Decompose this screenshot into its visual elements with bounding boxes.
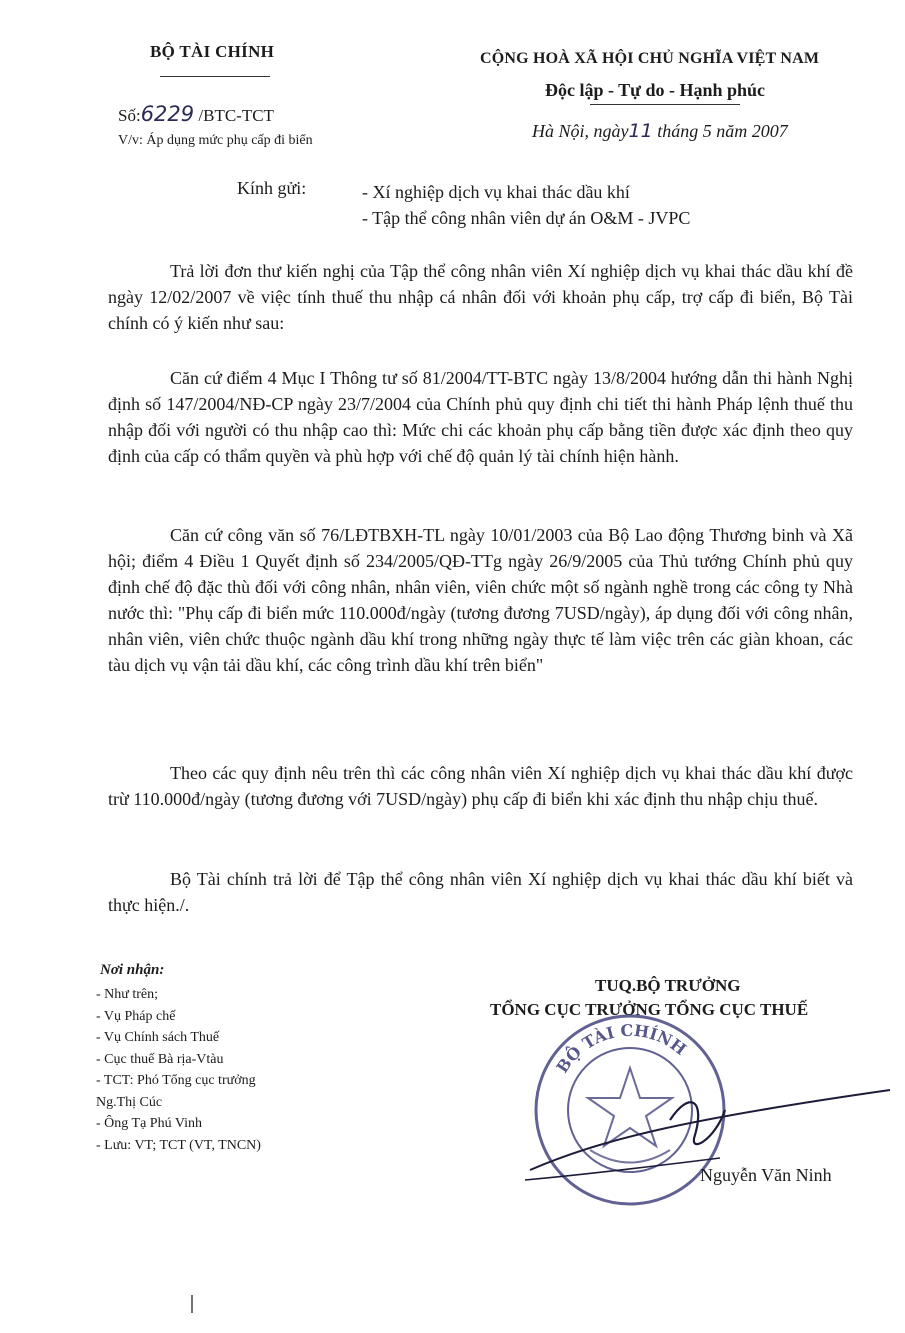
recipients-list [96,984,261,1156]
date-line [532,120,788,142]
document-number [118,102,274,126]
body-paragraph: Căn cứ công văn số 76/LĐTBXH-TL ngày 10/01/2003 của Bộ Lao động Thương binh và Xã hội; điểm 4 Điều 1 Quyết định số 234/2005/QĐ-TTg ngày 26/9/2005 của Thủ tướng Chính phủ quy định chế độ đặc thù đối với công nhân, nhân viên, viên chức một số ngành nghề trong các công ty Nhà nước thì: "Phụ cấp đi biển mức 110.000đ/ngày (tương đương 7USD/ngày), áp dụng đối với công nhân, nhân viên, viên chức thuộc ngành dầu khí trong những ngày thực tế làm việc trên các giàn khoan, các tàu dịch vụ vận tải dầu khí, các công trình dầu khí trên biển" [108,525,853,675]
date-rest: tháng 5 năm 2007 [657,121,788,141]
date-day-handwritten: 11 [628,120,653,142]
recipients-list-item: - Cục thuế Bà rịa-Vtàu [96,1051,224,1067]
recipients-list-item: - Ông Tạ Phú Vinh [96,1116,202,1131]
recipients-list-item: Ng.Thị Cúc [96,1094,163,1110]
recipients-list-item: - Vụ Pháp chế [96,1008,176,1024]
republic-name: CỘNG HOÀ XÃ HỘI CHỦ NGHĨA VIỆT NAM [480,50,820,67]
recipients-list-item: - Vụ Chính sách Thuế [96,1030,220,1045]
signer-name: Nguyễn Văn Ninh [700,1165,832,1185]
recipients-list-item: - Lưu: VT; TCT (VT, TNCN) [96,1137,261,1153]
document-number-handwritten: 6229 [140,102,195,126]
scan-mark-icon [190,1295,194,1313]
date-place: Hà Nội, ngày [532,121,629,141]
body-paragraph: Trả lời đơn thư kiến nghị của Tập thể công nhân viên Xí nghiệp dịch vụ khai thác dầu khí đề ngày 12/02/2007 về việc tính thuế thu nhập cá nhân đối với khoản phụ cấp, trợ cấp đi biển, Bộ Tài chính có ý kiến như sau: [108,261,853,333]
document-subject: V/v: Áp dụng mức phụ cấp đi biển [118,133,313,148]
ministry-name: BỘ TÀI CHÍNH [150,42,275,61]
body-paragraph: Bộ Tài chính trả lời để Tập thể công nhân viên Xí nghiệp dịch vụ khai thác dầu khí biết và thực hiện./. [108,869,853,915]
ministry-underline [160,76,270,77]
national-motto: Độc lập - Tự do - Hạnh phúc [545,80,766,100]
recipients-list-item: - Như trên; [96,987,159,1002]
body-paragraph: Theo các quy định nêu trên thì các công nhân viên Xí nghiệp dịch vụ khai thác dầu khí được trừ 110.000đ/ngày (tương đương với 7USD/ngày) phụ cấp đi biển khi xác định thu nhập chịu thuế. [108,763,853,809]
body-paragraph: Căn cứ điểm 4 Mục I Thông tư số 81/2004/TT-BTC ngày 13/8/2004 hướng dẫn thi hành Nghị định số 147/2004/NĐ-CP ngày 23/7/2004 của Chính phủ quy định chi tiết thi hành Pháp lệnh thuế thu nhập đối với người có thu nhập cao thì: Mức chi các khoản phụ cấp bằng tiền được xác định theo quy định của cấp có thẩm quyền và phù hợp với chế độ quản lý tài chính hiện hành. [108,368,853,466]
recipient-item: - Xí nghiệp dịch vụ khai thác dầu khí [362,182,630,202]
signer-title-line2: TỔNG CỤC TRƯỞNG TỔNG CỤC THUẾ [490,1000,809,1019]
recipients-label: Kính gửi: [237,178,307,198]
motto-underline [590,104,740,105]
recipients-list-title: Nơi nhận: [100,962,165,978]
signer-title-line1: TUQ.BỘ TRƯỞNG [595,976,741,995]
document-number-suffix: /BTC-TCT [198,106,274,125]
seal-ring-text: BỘ TÀI CHÍNH [552,1020,691,1077]
document-number-prefix: Số: [118,106,141,125]
recipient-item: - Tập thể công nhân viên dự án O&M - JVPC [362,208,691,228]
recipients-list-item: - TCT: Phó Tổng cục trưởng [96,1073,256,1088]
